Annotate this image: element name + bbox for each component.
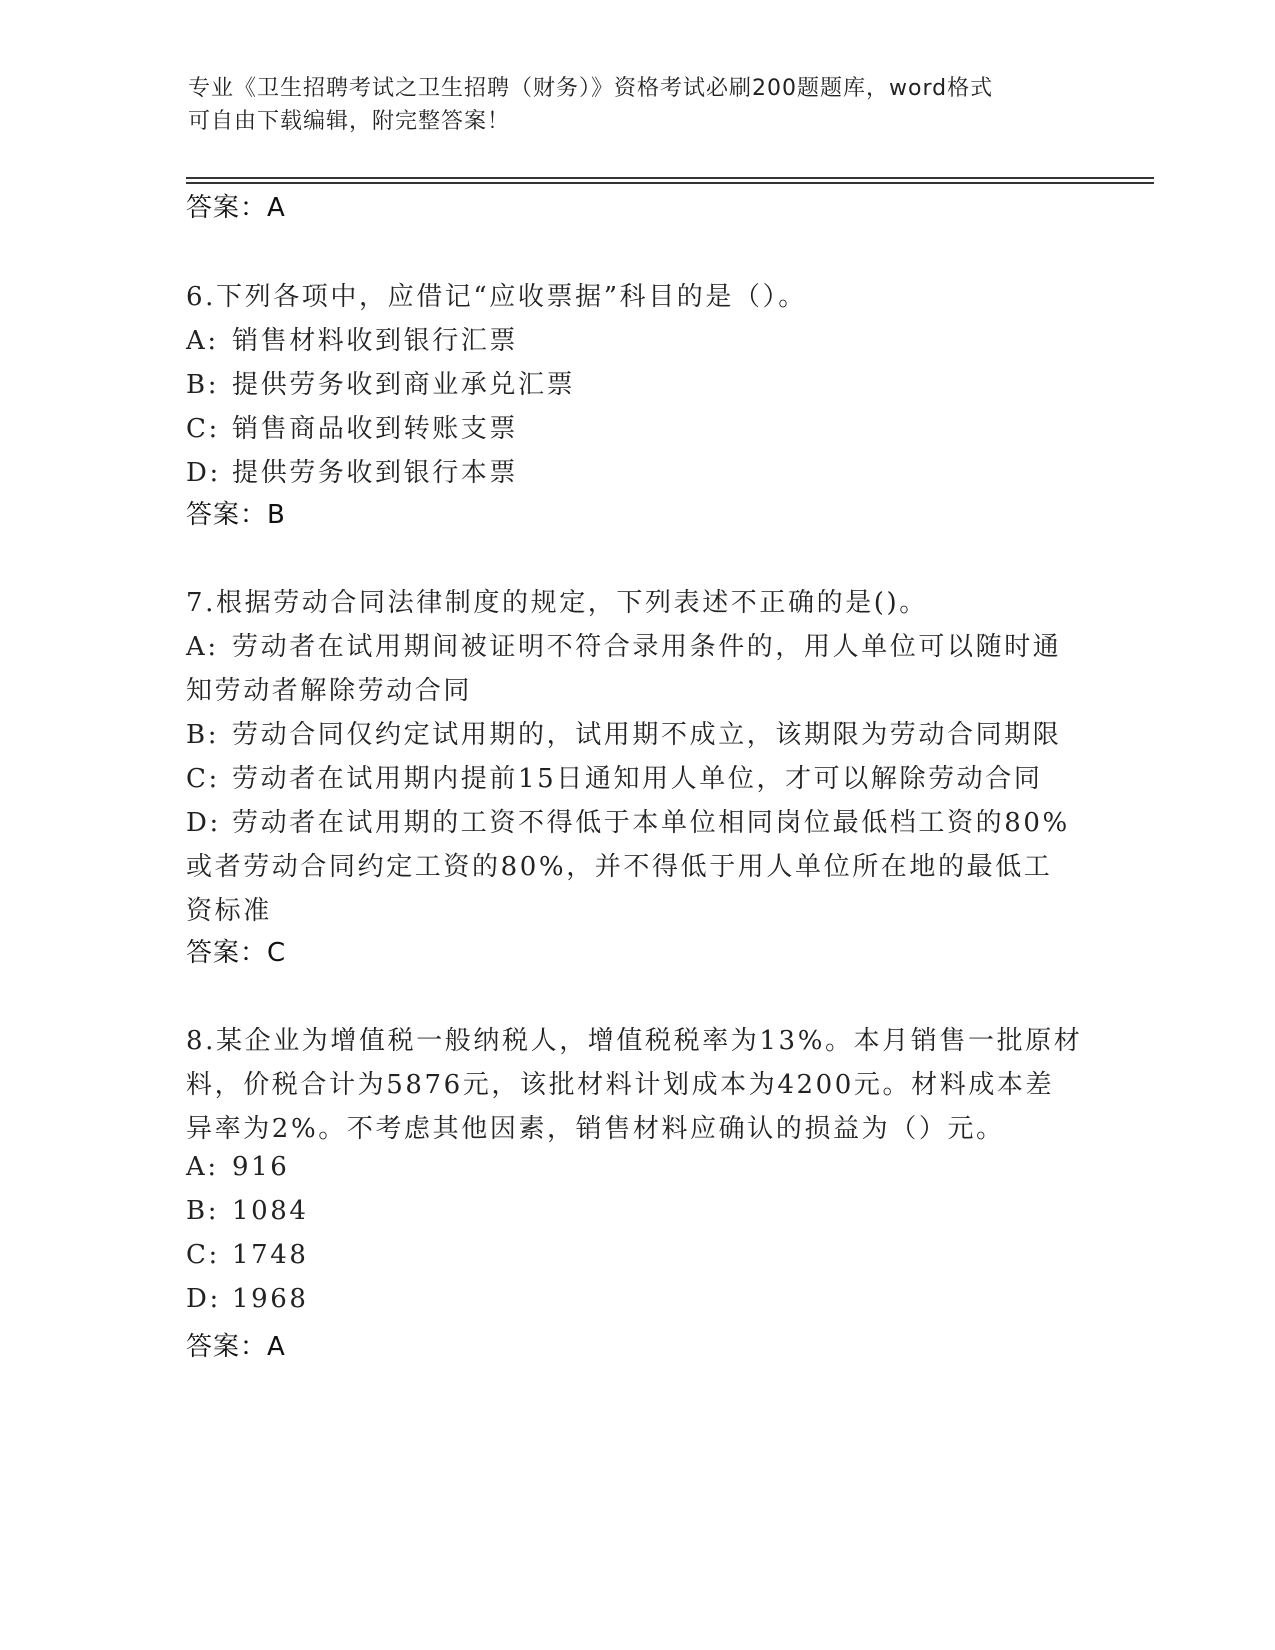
question-8-option-c <box>186 1240 309 1270</box>
option-text: 1748 <box>232 1240 309 1270</box>
option-letter: B: <box>186 720 220 750</box>
question-8-stem-cont-2: 异率为2%。不考虑其他因素，销售材料应确认的损益为（）元。 <box>186 1114 1005 1144</box>
option-letter: A: <box>186 632 219 662</box>
question-6-option-c <box>186 408 518 445</box>
question-8-option-d <box>186 1284 309 1314</box>
option-letter: A: <box>186 1152 219 1182</box>
question-6-answer: 答案：B <box>186 500 286 530</box>
option-text: 916 <box>232 1152 290 1182</box>
option-letter: B: <box>186 1196 220 1226</box>
question-7-option-a-cont: 知劳动者解除劳动合同 <box>186 676 473 706</box>
question-8-answer: 答案：A <box>186 1332 286 1362</box>
option-text: 劳动者在试用期的工资不得低于本单位相同岗位最低档工资的80% <box>232 808 1070 838</box>
option-letter: D: <box>186 458 221 488</box>
answer-prev: 答案：A <box>186 193 286 223</box>
question-8-option-b <box>186 1196 309 1226</box>
option-letter: B: <box>186 370 220 400</box>
question-7-answer: 答案：C <box>186 938 287 968</box>
question-7-stem: 7.根据劳动合同法律制度的规定，下列表述不正确的是()。 <box>186 588 928 618</box>
question-7-option-d-cont-2: 资标准 <box>186 896 272 926</box>
question-7-option-a <box>186 626 1061 663</box>
option-text: 销售商品收到转账支票 <box>232 414 519 444</box>
option-letter: D: <box>186 1284 221 1314</box>
question-7-option-d-cont: 或者劳动合同约定工资的80%，并不得低于用人单位所在地的最低工 <box>186 852 1053 882</box>
option-text: 劳动者在试用期内提前15日通知用人单位，才可以解除劳动合同 <box>232 764 1043 794</box>
question-7-option-d <box>186 802 1070 839</box>
option-letter: C: <box>186 1240 220 1270</box>
option-letter: D: <box>186 808 221 838</box>
option-text: 提供劳务收到银行本票 <box>232 458 519 488</box>
option-text: 销售材料收到银行汇票 <box>232 326 519 356</box>
option-letter: A: <box>186 326 219 356</box>
question-6-option-a <box>186 320 518 357</box>
question-7-option-c <box>186 758 1043 795</box>
question-8-stem-cont: 料，价税合计为5876元，该批材料计划成本为4200元。材料成本差 <box>186 1070 1055 1100</box>
question-6-stem: 6.下列各项中，应借记“应收票据”科目的是（）。 <box>186 282 807 312</box>
header-divider-bottom <box>186 182 1154 184</box>
option-letter: C: <box>186 414 220 444</box>
option-text: 1968 <box>232 1284 309 1314</box>
option-text: 劳动者在试用期间被证明不符合录用条件的，用人单位可以随时通 <box>232 632 1062 662</box>
question-6-option-b <box>186 364 575 401</box>
option-letter: C: <box>186 764 220 794</box>
header-line-1: 专业《卫生招聘考试之卫生招聘（财务）》资格考试必刷200题题库，word格式 <box>188 76 994 101</box>
document-header <box>188 72 1068 138</box>
question-8-option-a <box>186 1152 289 1182</box>
header-divider-top <box>186 177 1154 179</box>
question-7-option-b <box>186 714 1061 751</box>
option-text: 1084 <box>232 1196 309 1226</box>
header-line-2: 可自由下载编辑，附完整答案！ <box>188 109 511 134</box>
option-text: 劳动合同仅约定试用期的，试用期不成立，该期限为劳动合同期限 <box>232 720 1062 750</box>
option-text: 提供劳务收到商业承兑汇票 <box>232 370 576 400</box>
question-8-stem: 8.某企业为增值税一般纳税人，增值税税率为13%。本月销售一批原材 <box>186 1026 1083 1056</box>
question-6-option-d <box>186 452 518 489</box>
